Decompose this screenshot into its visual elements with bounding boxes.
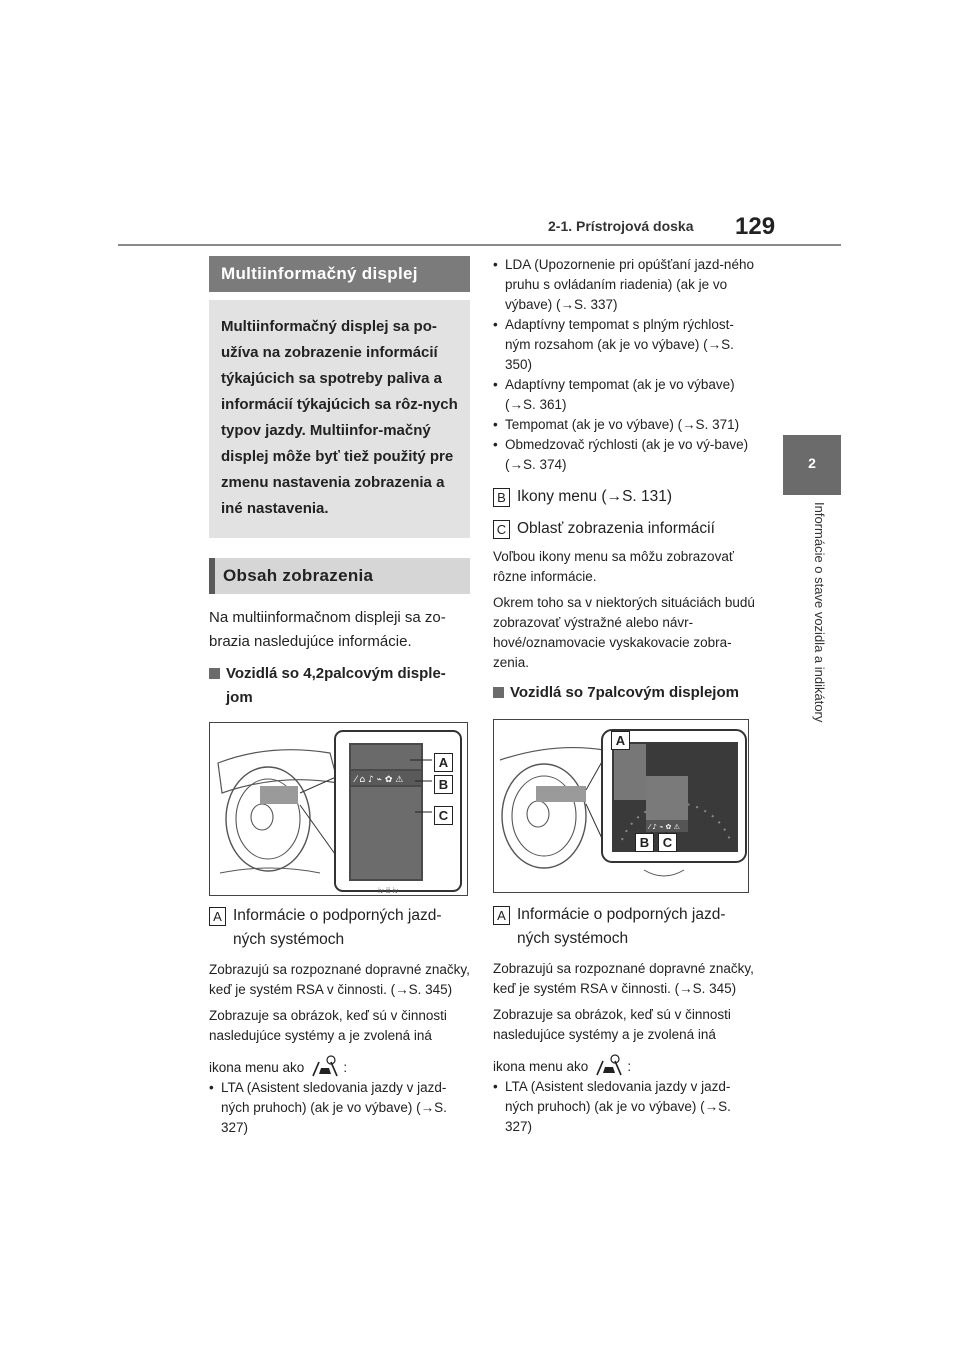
item-a-menu-text: ikona menu ako bbox=[493, 1059, 589, 1074]
svg-text:⁄ ♪ ⌁ ✿ ⚠: ⁄ ♪ ⌁ ✿ ⚠ bbox=[649, 823, 680, 831]
left-column bbox=[209, 256, 470, 1138]
item-b-title bbox=[493, 485, 755, 509]
chapter-number: 2 bbox=[808, 455, 816, 471]
intro-box: Multiinformačný displej sa po-užíva na zobrazenie informácií týkajúcich sa spotreby paliva a informácií týkajúcich sa rôz-nych typov jazdy. Multiinfor-mačný displej môže byť tiež použitý pre zmenu nastavenia zobrazenia a iné nastavenia. bbox=[209, 300, 470, 538]
list-item: • Obmedzovač rýchlosti (ak je vo vý-bave) (→S. 374) bbox=[493, 435, 755, 475]
subheading-7inch bbox=[493, 681, 755, 705]
heading-display-content: Obsah zobrazenia bbox=[209, 558, 470, 594]
figure-label-b: B bbox=[434, 772, 460, 794]
item-a-menu-text: ikona menu ako bbox=[209, 1060, 305, 1075]
item-a-title bbox=[209, 904, 470, 952]
figure-label-c: C bbox=[434, 803, 460, 825]
left-bullet-list bbox=[209, 1078, 470, 1138]
subheading-text: Vozidlá so 4,2palcovým disple-jom bbox=[226, 665, 446, 706]
section-title: 2-1. Prístrojová doska bbox=[548, 218, 694, 234]
list-item: • LTA (Asistent sledovania jazdy v jazd-ných pruhoch) (ak je vo výbave) (→S. 327) bbox=[209, 1078, 470, 1138]
item-a-label: A bbox=[493, 906, 510, 925]
list-item: • Tempomat (ak je vo výbave) (→S. 371) bbox=[493, 415, 755, 435]
item-a-paragraph-1: Zobrazujú sa rozpoznané dopravné značky, keď je systém RSA v činnosti. (→S. 345) bbox=[209, 962, 470, 997]
item-a-paragraph-2: Zobrazuje sa obrázok, keď sú v činnosti nasledujúce systémy a je zvolená iná bbox=[209, 1008, 447, 1043]
paragraph-intro: Na multiinformačnom displeji sa zo-brazia nasledujúce informácie. bbox=[209, 609, 446, 650]
item-a-colon: : bbox=[627, 1059, 632, 1074]
right-bullet-list bbox=[493, 255, 755, 475]
header-rule bbox=[118, 244, 841, 246]
item-a-paragraph-1: Zobrazujú sa rozpoznané dopravné značky, keď je systém RSA v činnosti. (→S. 345) bbox=[493, 961, 754, 996]
list-item: • Adaptívny tempomat (ak je vo výbave) (→S. 361) bbox=[493, 375, 755, 415]
item-a-title-7inch bbox=[493, 903, 755, 951]
item-a-text: Informácie o podporných jazd-ných systémoch bbox=[517, 906, 726, 947]
item-c-paragraph-1: Voľbou ikony menu sa môžu zobrazovať rôzne informácie. bbox=[493, 549, 734, 584]
list-item: • LTA (Asistent sledovania jazdy v jazd-ných pruhoch) (ak je vo výbave) (→S. 327) bbox=[493, 1077, 755, 1137]
figure-label-a: A bbox=[611, 728, 637, 750]
item-a-label: A bbox=[209, 907, 226, 926]
list-item: • LDA (Upozornenie pri opúšťaní jazd-ného pruhu s ovládaním riadenia) (ak je vo výbave) (→S. 337) bbox=[493, 255, 755, 315]
item-a-paragraph-2: Zobrazuje sa obrázok, keď sú v činnosti nasledujúce systémy a je zvolená iná bbox=[493, 1007, 731, 1042]
driving-assist-icon bbox=[594, 1053, 624, 1077]
figure-label-a: A bbox=[434, 750, 460, 772]
item-c-title bbox=[493, 517, 755, 541]
page-number: 129 bbox=[735, 213, 776, 240]
right-column bbox=[493, 255, 755, 1137]
square-bullet-icon bbox=[209, 668, 220, 679]
figure-label-b: B bbox=[635, 830, 661, 852]
item-a-text: Informácie o podporných jazd-ných systémoch bbox=[233, 907, 442, 948]
subheading-text: Vozidlá so 7palcovým displejom bbox=[510, 684, 739, 701]
right-bullet-list-2 bbox=[493, 1077, 755, 1137]
heading-multiinfo: Multiinformačný displej bbox=[209, 256, 470, 292]
item-c-text: Oblasť zobrazenia informácií bbox=[517, 520, 715, 537]
subheading-42inch bbox=[209, 662, 470, 710]
svg-text:⁄ ⌂ ♪ ⌁ ✿ ⚠: ⁄ ⌂ ♪ ⌁ ✿ ⚠ bbox=[355, 775, 404, 785]
list-item: • Adaptívny tempomat s plným rýchlost-ným rozsahom (ak je vo výbave) (→S. 350) bbox=[493, 315, 755, 375]
item-a-paragraph-3 bbox=[209, 1054, 470, 1078]
figure-42inch bbox=[209, 722, 468, 896]
item-c-paragraph-2: Okrem toho sa v niektorých situáciách budú zobrazovať výstražné alebo návr-hové/oznamovacie vyskakovacie zobra-zenia. bbox=[493, 595, 755, 670]
item-b-label: B bbox=[493, 488, 510, 507]
chapter-title: Informácie o stave vozidla a indikátory bbox=[812, 502, 827, 723]
square-bullet-icon bbox=[493, 687, 504, 698]
figure-7inch bbox=[493, 719, 749, 893]
figure-label-c: C bbox=[658, 830, 684, 852]
svg-text:ⅳ ⅲ ⅳ: ⅳ ⅲ ⅳ bbox=[378, 887, 399, 895]
item-b-text: Ikony menu (→S. 131) bbox=[517, 488, 673, 505]
item-c-label: C bbox=[493, 520, 510, 539]
item-a-colon: : bbox=[343, 1060, 348, 1075]
driving-assist-icon bbox=[310, 1054, 340, 1078]
dashboard-illustration-icon bbox=[210, 723, 467, 895]
item-a-paragraph-3 bbox=[493, 1053, 755, 1077]
